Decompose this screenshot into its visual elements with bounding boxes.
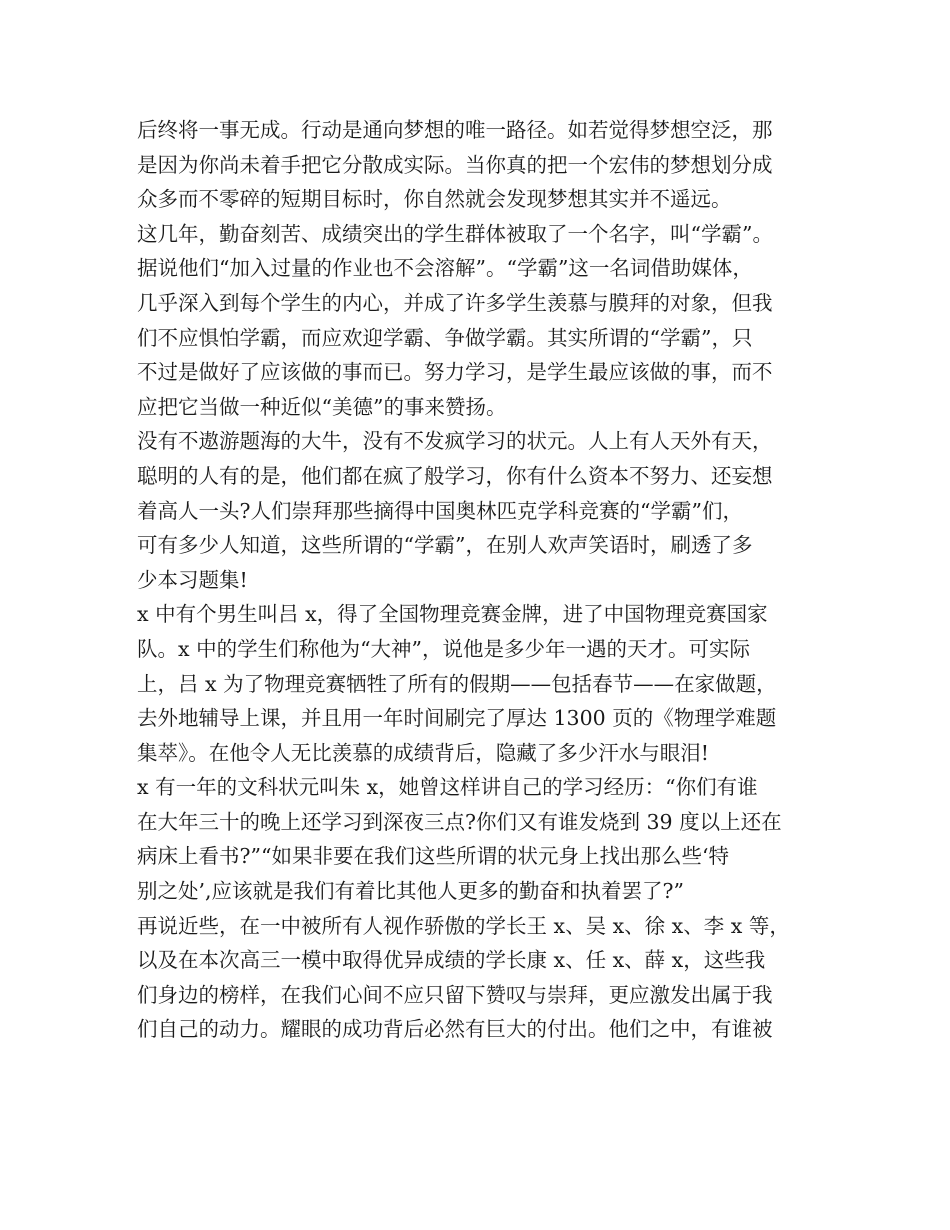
text-line: 们不应惧怕学霸，而应欢迎学霸、争做学霸。其实所谓的“学霸”，只	[137, 325, 753, 350]
text-line: 在大年三十的晚上还学习到深夜三点?你们又有谁发烧到 39 度以上还在	[137, 809, 782, 834]
text-line: 别之处’,应该就是我们有着比其他人更多的勤奋和执着罢了?”	[137, 879, 685, 904]
text-line: 们自己的动力。耀眼的成功背后必然有巨大的付出。他们之中，有谁被	[137, 1017, 773, 1042]
text-line: 上，吕 x 为了物理竞赛牺牲了所有的假期——包括春节——在家做题，	[137, 671, 777, 696]
text-line: 去外地辅导上课，并且用一年时间刷完了厚达 1300 页的《物理学难题	[137, 706, 777, 731]
text-line: x 有一年的文科状元叫朱 x，她曾这样讲自己的学习经历：“你们有谁	[137, 775, 758, 800]
text-line: 们身边的榜样，在我们心间不应只留下赞叹与崇拜，更应激发出属于我	[137, 982, 773, 1007]
text-line: 不过是做好了应该做的事而已。努力学习，是学生最应该做的事，而不	[137, 360, 773, 385]
text-line: 以及在本次高三一模中取得优异成绩的学长康 x、任 x、薛 x，这些我	[137, 948, 766, 973]
text-line: 队。x 中的学生们称他为“大神”，说他是多少年一遇的天才。可实际	[137, 636, 751, 661]
text-line: 可有多少人知道，这些所谓的“学霸”，在别人欢声笑语时，刷透了多	[137, 533, 753, 558]
text-line: 集萃》。在他令人无比羡慕的成绩背后，隐藏了多少汗水与眼泪!	[137, 740, 709, 765]
text-line: 聪明的人有的是，他们都在疯了般学习，你有什么资本不努力、还妄想	[137, 463, 773, 488]
document-body	[137, 113, 827, 1047]
text-line: 再说近些，在一中被所有人视作骄傲的学长王 x、吴 x、徐 x、李 x 等，	[137, 913, 790, 938]
text-line: 应把它当做一种近似“美德”的事来赞扬。	[137, 394, 507, 419]
text-line: 后终将一事无成。行动是通向梦想的唯一路径。如若觉得梦想空泛，那	[137, 118, 773, 142]
text-line: 是因为你尚未着手把它分散成实际。当你真的把一个宏伟的梦想划分成	[137, 152, 773, 177]
text-line: 据说他们“加入过量的作业也不会溶解”。“学霸”这一名词借助媒体，	[137, 256, 753, 281]
text-line: x 中有个男生叫吕 x，得了全国物理竞赛金牌，进了中国物理竞赛国家	[137, 602, 768, 627]
text-line: 着高人一头?人们崇拜那些摘得中国奥林匹克学科竞赛的“学霸”们，	[137, 498, 743, 523]
text-line: 众多而不零碎的短期目标时，你自然就会发现梦想其实并不遥远。	[137, 187, 732, 212]
text-line: 病床上看书?”“如果非要在我们这些所谓的状元身上找出那么些‘特	[137, 844, 729, 869]
text-line: 没有不遨游题海的大牛，没有不发疯学习的状元。人上有人天外有天，	[137, 429, 773, 454]
text-line: 几乎深入到每个学生的内心，并成了许多学生羡慕与膜拜的对象，但我	[137, 290, 773, 315]
text-line: 少本习题集!	[137, 567, 248, 592]
text-line: 这几年，勤奋刻苦、成绩突出的学生群体被取了一个名字，叫“学霸”。	[137, 221, 773, 246]
